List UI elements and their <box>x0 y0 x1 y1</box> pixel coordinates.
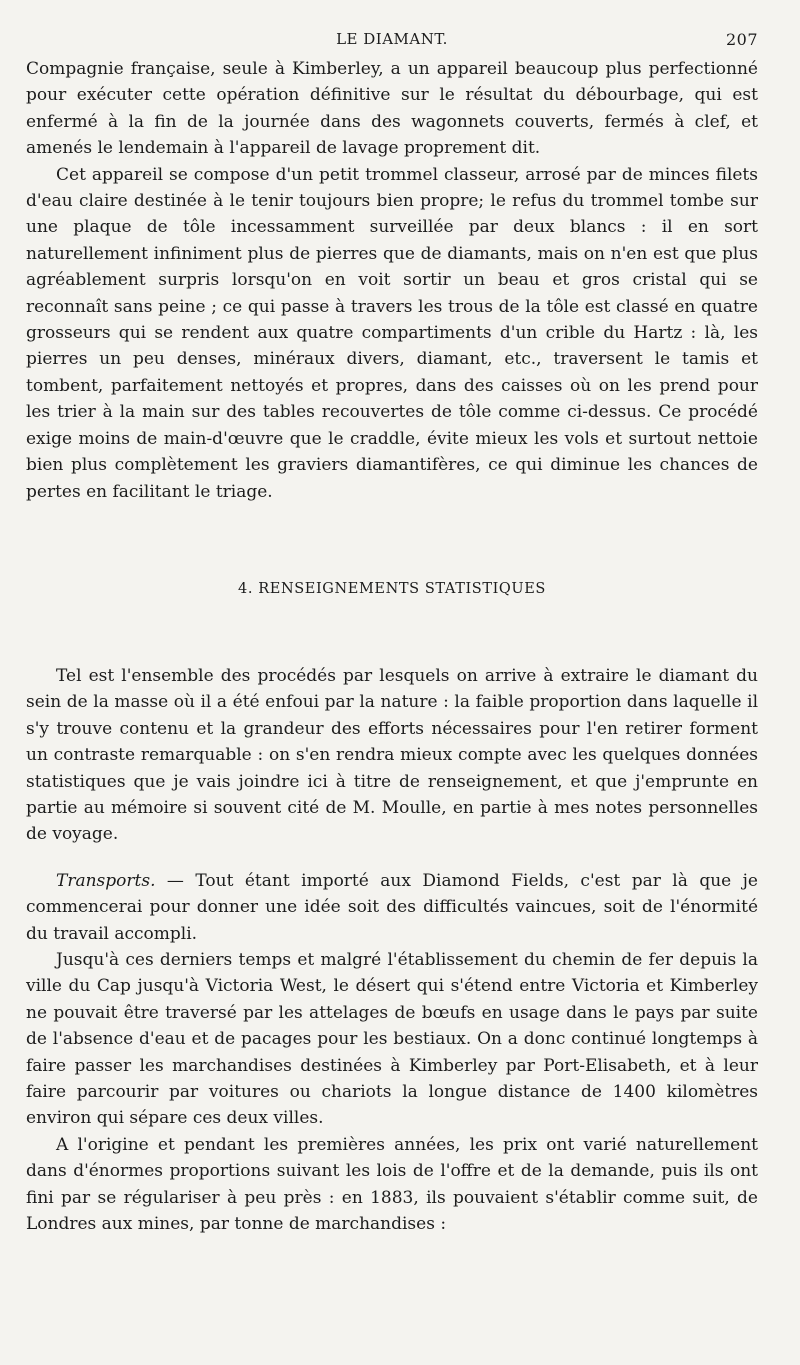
running-header <box>26 30 758 56</box>
section-heading: 4. RENSEIGNEMENTS STATISTIQUES <box>238 580 546 597</box>
paragraph-transports-text: — Tout étant importé aux Diamond Fields, c'est par là que je commencerai pour donner une idée soit des difficultés vaincues, soit de l'énormité du travail accompli. <box>26 870 758 944</box>
paragraph-prices: A l'origine et pendant les premières années, les prix ont varié naturellement dans d'énormes proportions suivant les lois de l'offre et de la demande, puis ils ont fini par se régulariser à peu près : en 1883, ils pouvaient s'établir comme suit, de Londres aux mines, par tonne de marchandises : <box>26 1134 758 1235</box>
paragraph-intro-statistics: Tel est l'ensemble des procédés par lesquels on arrive à extraire le diamant du sein de la masse où il a été enfoui par la nature : la faible proportion dans laquelle il s'y trouve contenu et la grandeur des efforts nécessaires pour l'en retirer forment un contraste remarquable : on s'en rendra mieux compte avec les quelques données statistiques que je vais joindre ici à titre de renseignement, et que j'emprunte en partie au mémoire si souvent cité de M. Moulle, en partie à mes notes personnelles de voyage. <box>26 665 758 845</box>
paragraph-continued: Compagnie française, seule à Kimberley, a un appareil beaucoup plus perfectionné pour exécuter cette opération définitive sur le résultat du débourbage, qui est enfermé à la fin de la journée dans des wagonnets couverts, fermés à clef, et amenés le lendemain à l'appareil de lavage proprement dit. <box>26 59 758 159</box>
page-number: 207 <box>725 30 758 49</box>
running-title: LE DIAMANT. <box>336 30 448 48</box>
runin-heading: Transports. <box>56 870 156 891</box>
paragraph-trommel: Cet appareil se compose d'un petit trommel classeur, arrosé par de minces filets d'eau claire destinée à le tenir toujours bien propre; le refus du trommel tombe sur une plaque de tôle incessamment surveillée par deux blancs : il en sort naturellement infiniment plus de pierres que de diamants, mais on n'en est que plus agréablement surpris lorsqu'on en voit sortir un beau et gros cristal qui se reconnaît sans peine ; ce qui passe à travers les trous de la tôle est classé en quatre grosseurs qui se rendent aux quatre compartiments d'un crible du Hartz : là, les pierres un peu denses, minéraux divers, diamant, etc., traversent le tamis et tombent, parfaitement nettoyés et propres, dans des caisses où on les prend pour les trier à la main sur des tables recouvertes de tôle comme ci-dessus. Ce procédé exige moins de main-d'œuvre que le craddle, évite mieux les vols et surtout nettoie bien plus complètement les graviers diamantifères, ce qui diminue les chances de pertes en facilitant le triage. <box>26 164 758 502</box>
paragraph-transports <box>26 868 758 947</box>
book-page <box>26 30 758 1237</box>
paragraph-desert: Jusqu'à ces derniers temps et malgré l'établissement du chemin de fer depuis la ville du Cap jusqu'à Victoria West, le désert qui s'étend entre Victoria et Kimberley ne pouvait être traversé par les attelages de bœufs en usage dans le pays par suite de l'absence d'eau et de pacages pour les bestiaux. On a donc continué longtemps à faire passer les marchandises destinées à Kimberley par Port-Elisabeth, et à leur faire parcourir par voitures ou chariots la longue distance de 1400 kilomètres environ qui sépare ces deux villes. <box>26 949 758 1129</box>
